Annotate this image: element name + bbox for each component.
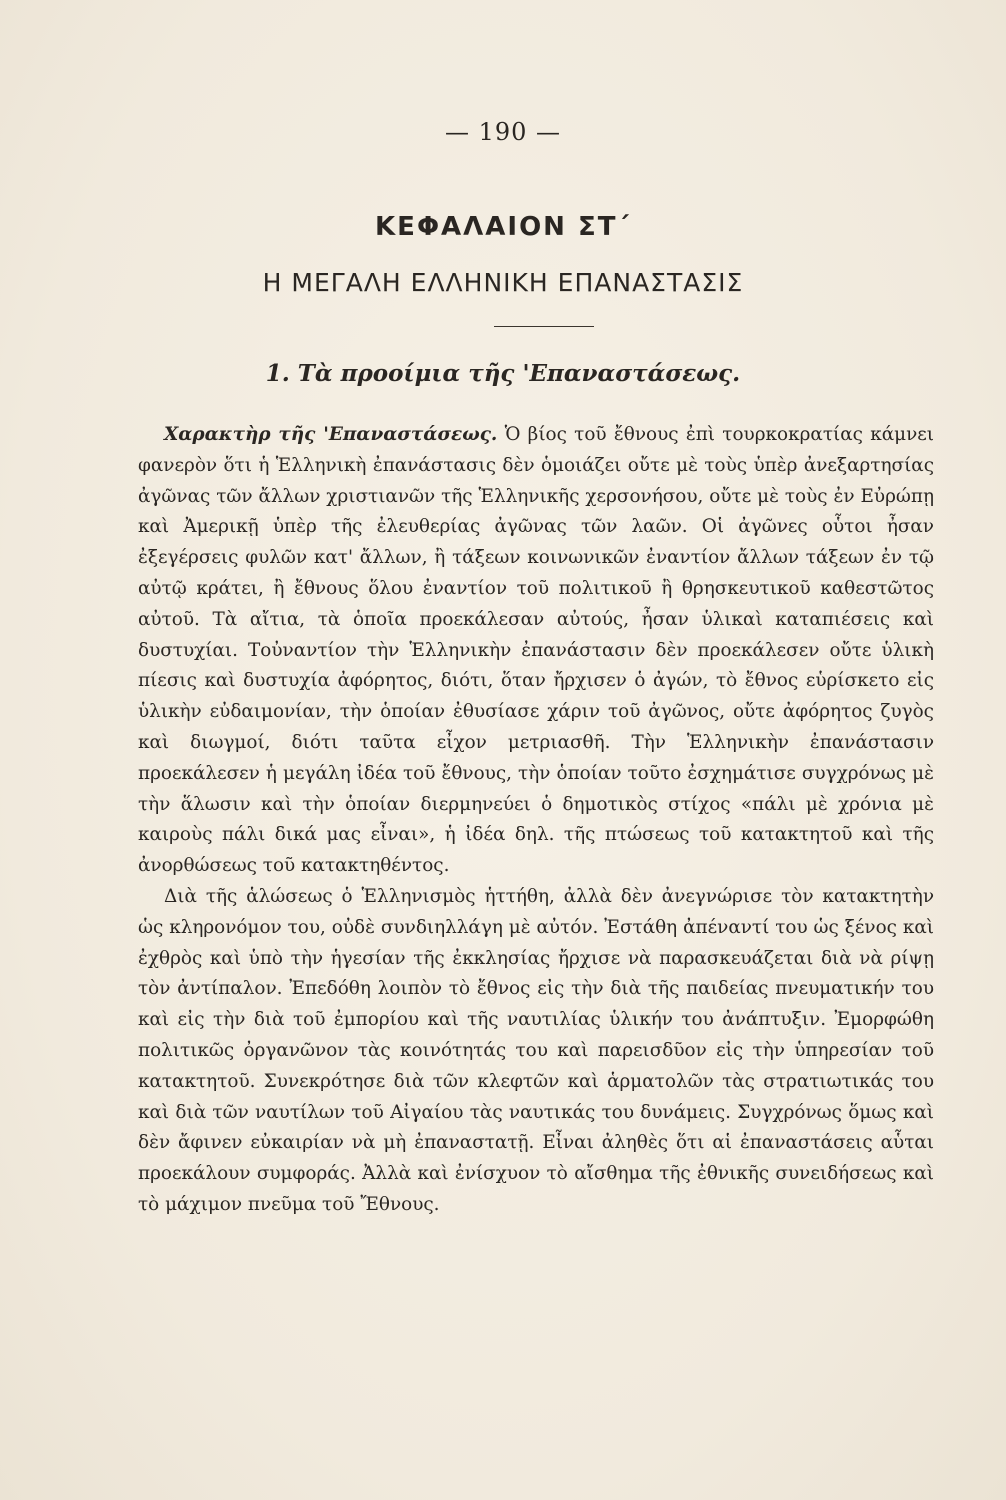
paragraph-lead: Χαρακτὴρ τῆς 'Επαναστάσεως.	[164, 424, 498, 445]
paragraph	[138, 882, 934, 1221]
chapter-title: ΚΕΦΑΛΑΙΟΝ ΣΤ΄	[375, 212, 631, 242]
paragraph	[138, 420, 934, 882]
section-title: 1. Τὰ προοίμια τῆς 'Επαναστάσεως.	[265, 360, 741, 387]
chapter-subtitle: Η ΜΕΓΑΛΗ ΕΛΛΗΝΙΚΗ ΕΠΑΝΑΣΤΑΣΙΣ	[262, 268, 744, 297]
paragraph-text: Ὁ βίος τοῦ ἔθνους ἐπὶ τουρκοκρατίας κάμνει φανερὸν ὅτι ἡ Ἑλληνικὴ ἐπανάστασις δὲν ὁμοιάζει οὔτε μὲ τοὺς ὑπὲρ ἀνεξαρτησίας ἀγῶνας τῶν ἄλλων χριστιανῶν τῆς Ἑλληνικῆς χερσονήσου, οὔτε μὲ τοὺς ἐν Εὐρώπῃ καὶ Ἀμερικῇ ὑπὲρ τῆς ἐλευθερίας ἀγῶνας τῶν λαῶν. Οἱ ἀγῶνες οὗτοι ἦσαν ἐξεγέρσεις φυλῶν κατ' ἄλλων, ἢ τάξεων κοινωνικῶν ἐναντίον ἄλλων τάξεων ἐν τῷ αὐτῷ κράτει, ἢ ἔθνους ὅλου ἐναντίον τοῦ πολιτικοῦ ἢ θρησκευτικοῦ καθεστῶτος αὐτοῦ. Τὰ αἴτια, τὰ ὁποῖα προεκάλεσαν αὐτούς, ἦσαν ὑλικαὶ καταπιέσεις καὶ δυστυχίαι. Τοὐναντίον τὴν Ἑλληνικὴν ἐπανάστασιν δὲν προεκάλεσεν οὔτε ὑλικὴ πίεσις καὶ δυστυχία ἀφόρητος, διότι, ὅταν ἤρχισεν ὁ ἀγών, τὸ ἔθνος εὑρίσκετο εἰς ὑλικὴν εὐδαιμονίαν, τὴν ὁποίαν ἐθυσίασε χάριν τοῦ ἀγῶνος, οὔτε ἀφόρητος ζυγὸς καὶ διωγμοί, διότι ταῦτα εἶχον μετριασθῆ. Τὴν Ἑλληνικὴν ἐπανάστασιν προεκάλεσεν ἡ μεγάλη ἰδέα τοῦ ἔθνους, τὴν ὁποίαν τοῦτο ἐσχημάτισε συγχρόνως μὲ τὴν ἅλωσιν καὶ τὴν ὁποίαν διερμηνεύει ὁ δημοτικὸς στίχος «πάλι μὲ χρόνια μὲ καιροὺς πάλι δικά μας εἶναι», ἡ ἰδέα δηλ. τῆς πτώσεως τοῦ κατακτητοῦ καὶ τῆς ἀνορθώσεως τοῦ κατακτηθέντος.	[138, 424, 935, 877]
page-number: — 190 —	[444, 118, 562, 146]
body-text	[138, 420, 934, 1221]
divider-rule	[494, 326, 594, 327]
paragraph-text: Διὰ τῆς ἁλώσεως ὁ Ἑλληνισμὸς ἡττήθη, ἀλλὰ δὲν ἀνεγνώρισε τὸν κατακτητὴν ὡς κληρονόμον του, οὐδὲ συνδιηλλάγη μὲ αὐτόν. Ἐστάθη ἀπέναντί του ὡς ξένος καὶ ἐχθρὸς καὶ ὑπὸ τὴν ἡγεσίαν τῆς ἐκκλησίας ἤρχισε νὰ παρασκευάζεται διὰ νὰ ρίψῃ τὸν ἀντίπαλον. Ἐπεδόθη λοιπὸν τὸ ἔθνος εἰς τὴν διὰ τῆς παιδείας πνευματικήν του καὶ εἰς τὴν διὰ τοῦ ἐμπορίου καὶ τῆς ναυτιλίας ὑλικήν του ἀνάπτυξιν. Ἐμορφώθη πολιτικῶς ὀργανῶνον τὰς κοινότητάς του καὶ παρεισδῦον εἰς τὴν ὑπηρεσίαν τοῦ κατακτητοῦ. Συνεκρότησε διὰ τῶν κλεφτῶν καὶ ἁρματολῶν τὰς στρατιωτικάς του καὶ διὰ τῶν ναυτίλων τοῦ Αἰγαίου τὰς ναυτικάς του δυνάμεις. Συγχρόνως ὅμως καὶ δὲν ἄφινεν εὐκαιρίαν νὰ μὴ ἐπαναστατῇ. Εἶναι ἀληθὲς ὅτι αἱ ἐπαναστάσεις αὗται προεκάλουν συμφοράς. Ἀλλὰ καὶ ἐνίσχυον τὸ αἴσθημα τῆς ἐθνικῆς συνειδήσεως καὶ τὸ μάχιμον πνεῦμα τοῦ Ἔθνους.	[138, 885, 934, 1215]
